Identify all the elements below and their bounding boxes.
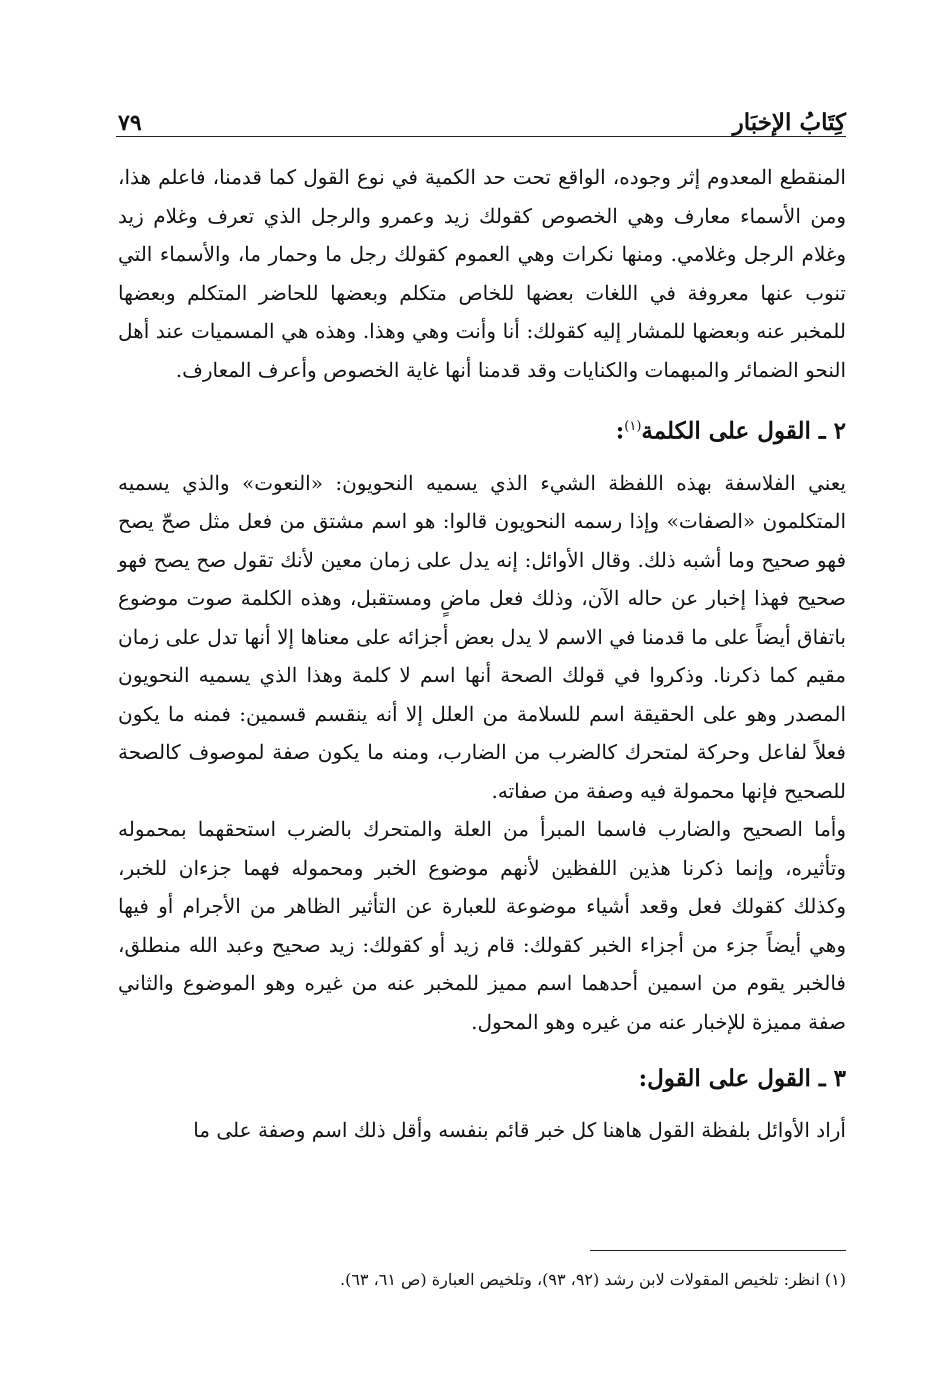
paragraph-3: وأما الصحيح والضارب فاسما المبرأ من العلة والمتحرك بالضرب استحقهما بمحموله وتأثيره، وإنما ذكرنا هذين اللفظين لأنهم موضوع الخبر ومحموله فهما جزءان للخبر، وكذلك كقولك فعل وقعد أشياء موضوعة للعبارة عن التأثير الظاهر من الأجرام أو فيها وهي أيضاً جزء من أجزاء الخبر كقولك: قام زيد أو كقولك: زيد صحيح وعبد الله منطلق، فالخبر يقوم من اسمين أحدهما اسم مميز للمخبر عنه من غيره وهو الموضوع والثاني صفة مميزة للإخبار عنه من غيره وهو المحول.	[118, 817, 846, 1034]
page-number: ٧٩	[118, 110, 142, 136]
running-title: كِتَابُ الإخبَار	[732, 109, 846, 136]
header-rule	[116, 136, 846, 137]
footnote: (١) انظر: تلخيص المقولات لابن رشد (٩٢، ٩٣)، وتلخيص العبارة (ص ٦١، ٦٣).	[340, 1270, 846, 1289]
footnote-rule	[590, 1250, 846, 1251]
paragraph-2: يعني الفلاسفة بهذه اللفظة الشيء الذي يسميه النحويون: «النعوت» والذي يسميه المتكلمون «الصفات» وإذا رسمه النحويون قالوا: هو اسم مشتق من فعل مثل صحّ يصح فهو صحيح وما أشبه ذلك. وقال الأوائل: إنه يدل على زمان معين لأنك تقول صح يصح فهو صحيح فهذا إخبار عن حاله الآن، وذلك فعل ماضٍ ومستقبل، وهذه الكلمة صوت موضوع باتفاق أيضاً على ما قدمنا في الاسم لا يدل بعض أجزائه على معناها إلا أنها تدل على زمان مقيم كما ذكرنا. وذكروا في قولك الصحة أنها اسم لا كلمة وهذا الذي يسميه النحويون المصدر وهو على الحقيقة اسم للسلامة من العلل إلا أنه ينقسم قسمين: فمنه ما يكون فعلاً لفاعل وحركة لمتحرك كالضرب من الضارب، ومنه ما يكون صفة لموصوف كالصحة للصحيح فإنها محمولة فيه وصفة من صفاته.	[118, 470, 847, 803]
paragraph-4: أراد الأوائل بلفظة القول هاهنا كل خبر قائم بنفسه وأقل ذلك اسم وصفة على ما	[193, 1118, 846, 1143]
footnote-marker: (١)	[624, 419, 642, 434]
body-text	[118, 158, 846, 1150]
paragraph-1: المنقطع المعدوم إثر وجوده، الواقع تحت حد الكمية في نوع القول كما قدمنا، فاعلم هذا، ومن الأسماء معارف وهي الخصوص كقولك زيد وعمرو والرجل الذي تعرف وغلام زيد وغلام الرجل وغلامي. ومنها نكرات وهي العموم كقولك رجل ما وحمار ما، والأسماء التي تنوب عنها معروفة في اللغات بعضها للخاص متكلم وبعضها للحاضر المتكلم وبعضها للمخبر عنه وبعضها للمشار إليه كقولك: أنا وأنت وهي وهذا. وهذه هي المسميات عند أهل النحو الضمائر والمبهمات والكنايات وقد قدمنا أنها غاية الخصوص وأعرف المعارف.	[118, 165, 846, 382]
section-heading-2-colon: :	[615, 417, 625, 445]
section-heading-2	[118, 407, 846, 452]
section-heading-3: ٣ ـ القول على القول:	[638, 1065, 846, 1093]
running-header	[118, 102, 846, 136]
section-heading-2-text: ٢ ـ القول على الكلمة	[641, 417, 846, 445]
